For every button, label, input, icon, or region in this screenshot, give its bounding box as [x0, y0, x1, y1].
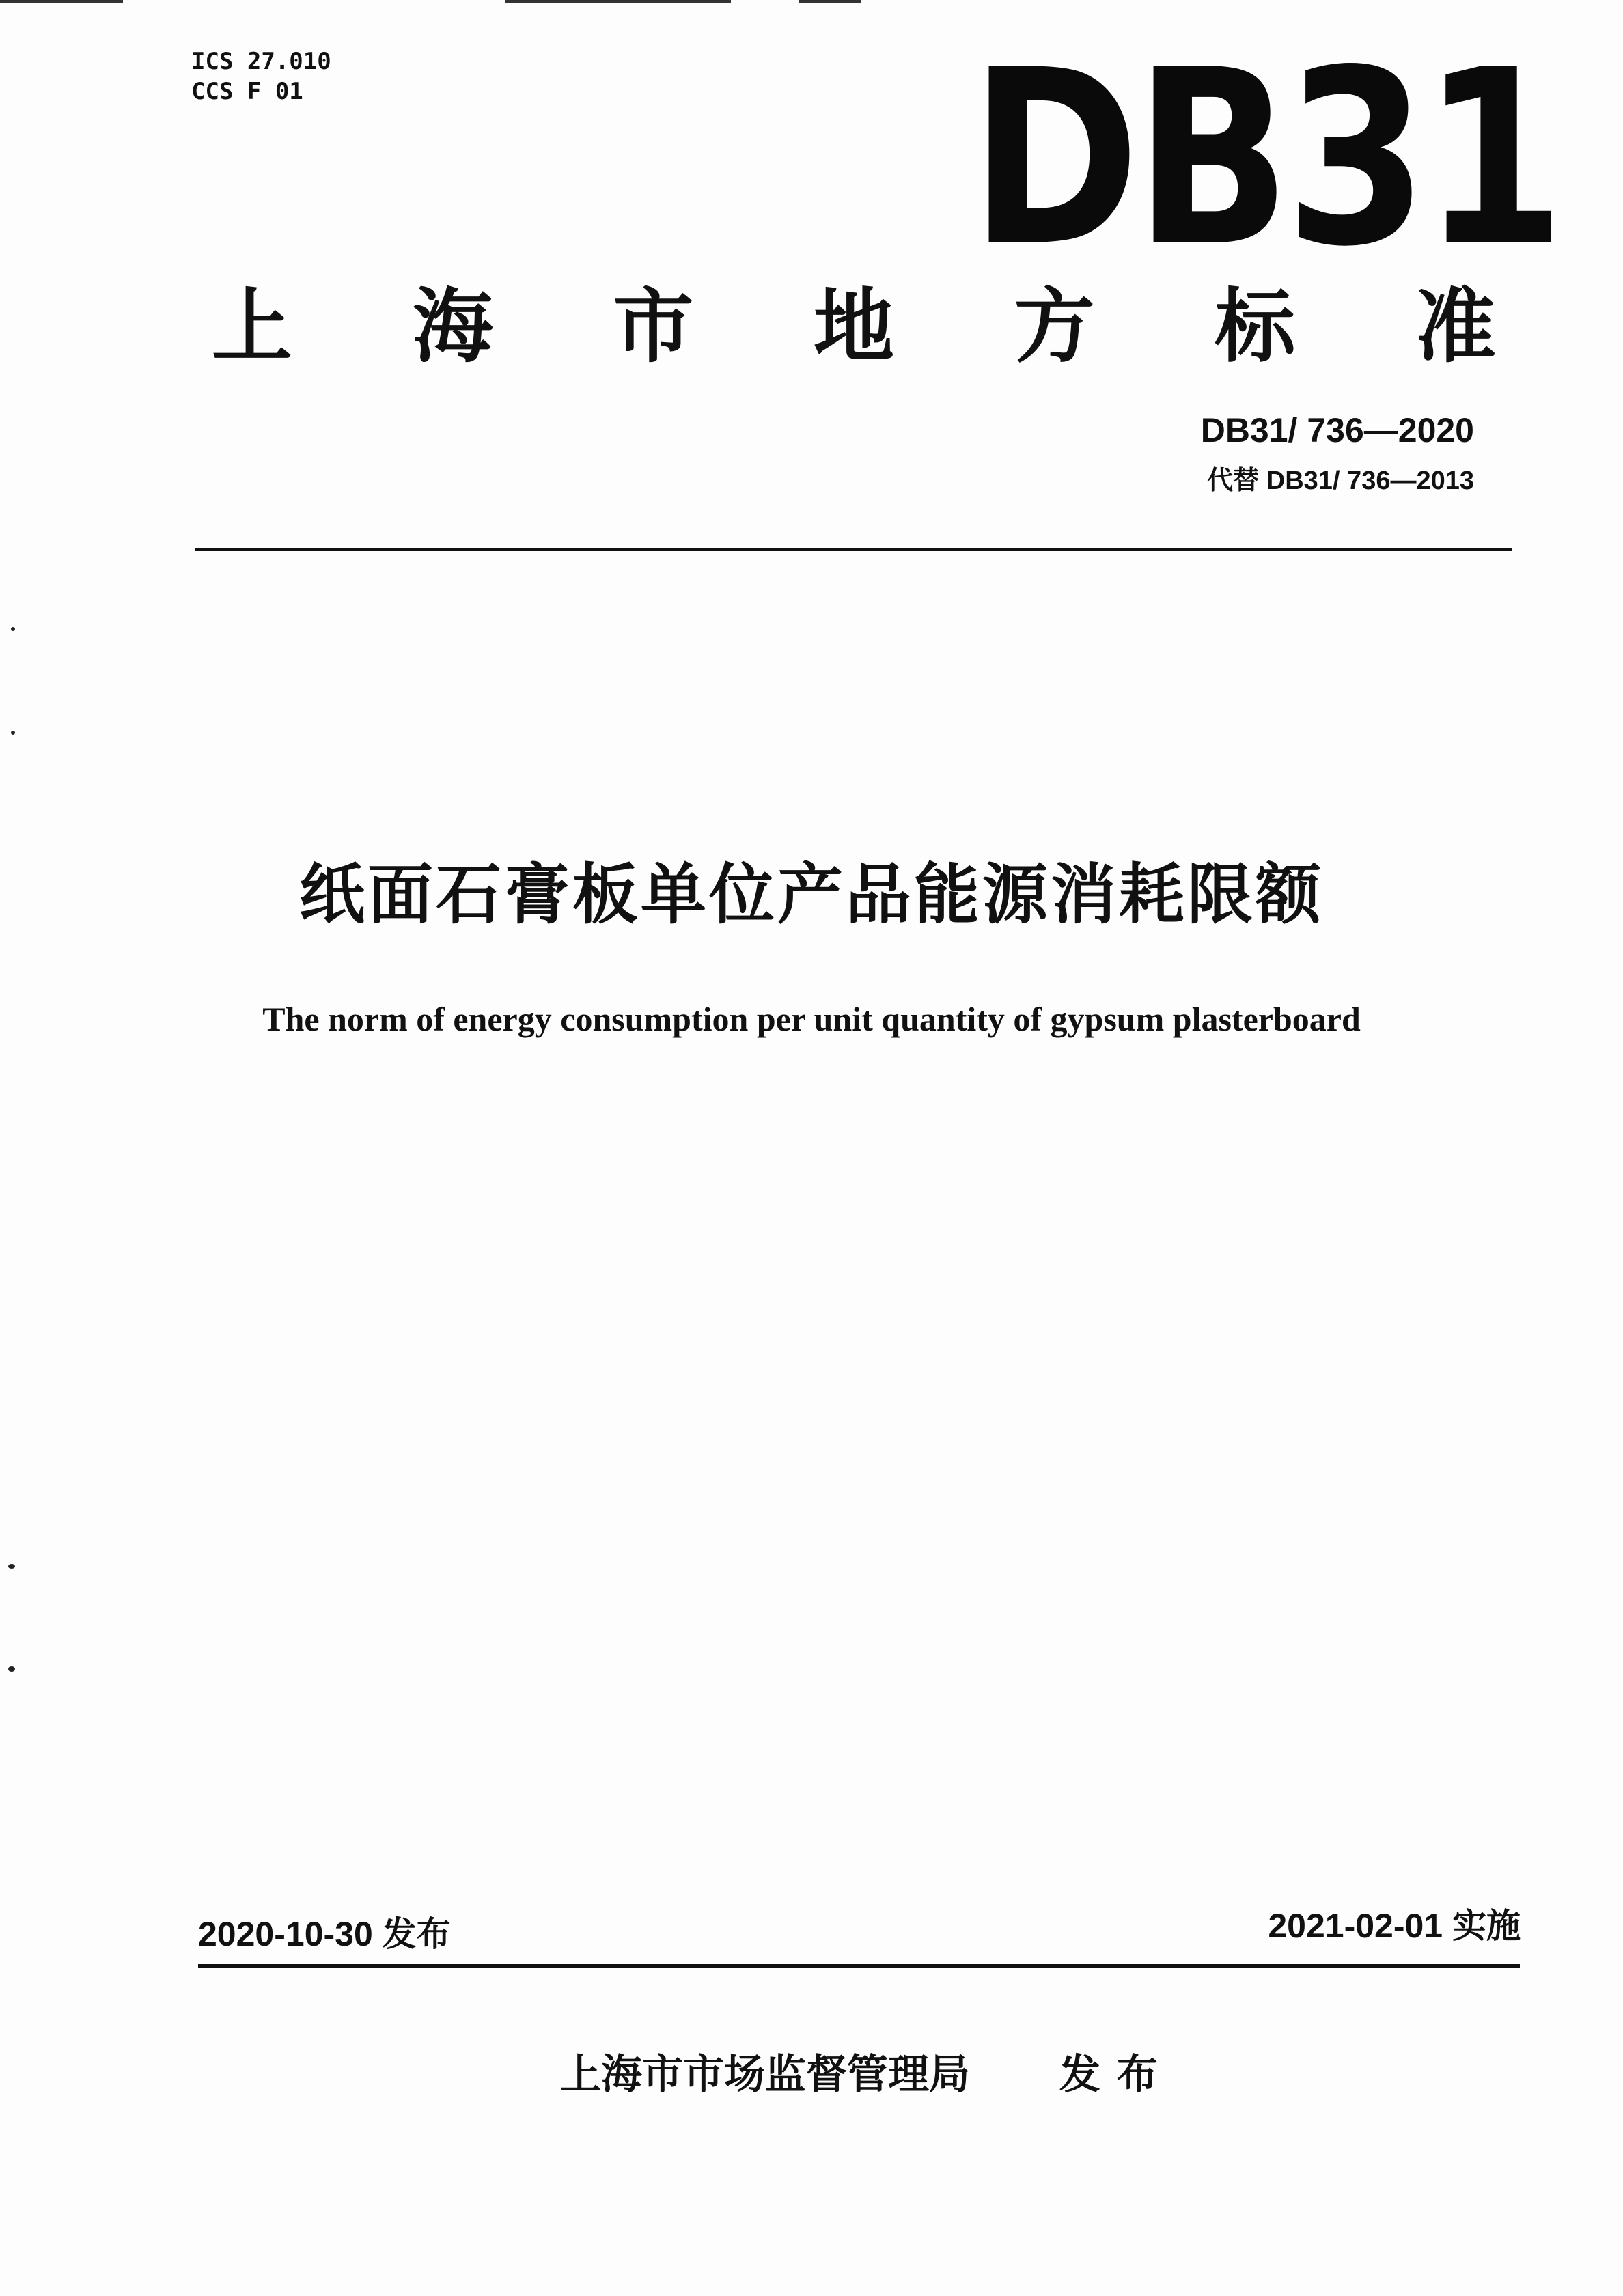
- issue-date: 2020-10-30 发布: [198, 1915, 451, 1953]
- category-char: 方: [1014, 279, 1095, 374]
- standard-number: DB31/ 736—2020: [1200, 411, 1474, 449]
- scan-edge-mark: [799, 0, 861, 3]
- ics-code: ICS 27.010: [191, 48, 331, 75]
- issuer-name: 上海市市场监督管理局: [560, 2051, 970, 2099]
- category-char: 地: [813, 279, 894, 374]
- footer-divider: [198, 1964, 1520, 1968]
- scan-dot: [8, 1666, 15, 1672]
- category-char: 上: [212, 279, 293, 374]
- scan-dot: [11, 627, 15, 631]
- classification-codes: [191, 46, 331, 107]
- scan-edge-mark: [505, 0, 731, 3]
- category-char: 海: [412, 279, 493, 374]
- db31-logo: DB31: [970, 18, 1560, 300]
- scan-edge-mark: [0, 0, 123, 3]
- category-char: 标: [1215, 279, 1296, 374]
- title-english: The norm of energy consumption per unit quantity of gypsum plasterboard: [262, 1000, 1361, 1038]
- scan-dot: [8, 1564, 15, 1569]
- category-char: 准: [1415, 279, 1496, 374]
- effective-date: 2021-02-01 实施: [1268, 1907, 1521, 1945]
- category-char: 市: [613, 279, 694, 374]
- standard-category: [212, 279, 1496, 374]
- ccs-code: CCS F 01: [191, 78, 303, 105]
- issuer: [560, 2047, 1174, 2102]
- issuer-action: 发布: [1059, 2051, 1174, 2099]
- scan-dot: [11, 731, 15, 735]
- replaces-standard: 代替 DB31/ 736—2013: [1207, 466, 1474, 495]
- header-divider: [195, 548, 1512, 551]
- title-chinese: 纸面石膏板单位产品能源消耗限额: [299, 856, 1324, 933]
